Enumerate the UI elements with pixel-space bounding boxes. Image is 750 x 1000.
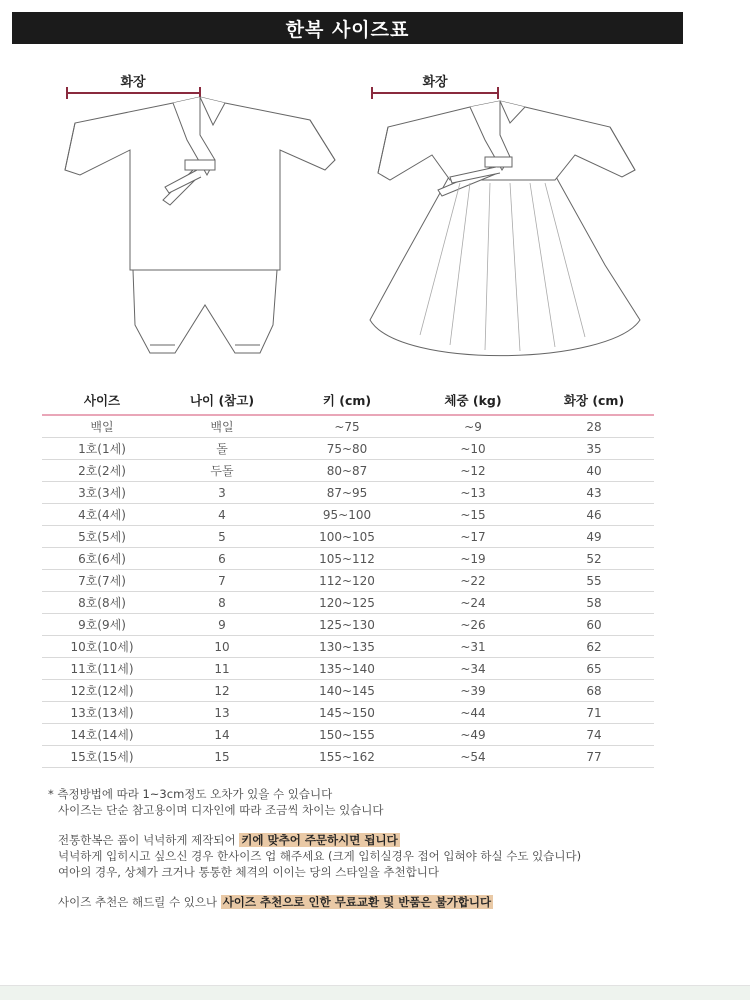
table-cell: 7호(7세) bbox=[42, 570, 162, 592]
table-cell: ~75 bbox=[282, 415, 412, 438]
table-row bbox=[42, 592, 654, 614]
bottom-divider bbox=[0, 985, 750, 1000]
table-cell: ~22 bbox=[412, 570, 534, 592]
table-row bbox=[42, 526, 654, 548]
table-row bbox=[42, 658, 654, 680]
table-cell: 62 bbox=[534, 636, 654, 658]
note-line: * 측정방법에 따라 1~3cm정도 오차가 있을 수 있습니다 bbox=[48, 787, 333, 801]
girl-hanbok-illustration bbox=[360, 65, 650, 365]
table-cell: ~9 bbox=[412, 415, 534, 438]
table-cell: 5호(5세) bbox=[42, 526, 162, 548]
table-row bbox=[42, 680, 654, 702]
table-header-row bbox=[42, 386, 654, 415]
table-cell: 49 bbox=[534, 526, 654, 548]
table-cell: ~26 bbox=[412, 614, 534, 636]
table-cell: 11호(11세) bbox=[42, 658, 162, 680]
table-cell: 백일 bbox=[42, 415, 162, 438]
note-line bbox=[48, 894, 698, 910]
table-cell: 95~100 bbox=[282, 504, 412, 526]
header-age: 나이 (참고) bbox=[162, 386, 282, 415]
table-row bbox=[42, 746, 654, 768]
table-cell: 140~145 bbox=[282, 680, 412, 702]
table-cell: 112~120 bbox=[282, 570, 412, 592]
table-row bbox=[42, 415, 654, 438]
table-row bbox=[42, 460, 654, 482]
table-cell: 두돌 bbox=[162, 460, 282, 482]
table-cell: 7 bbox=[162, 570, 282, 592]
table-cell: 14 bbox=[162, 724, 282, 746]
table-cell: 125~130 bbox=[282, 614, 412, 636]
table-cell: ~19 bbox=[412, 548, 534, 570]
table-cell: 40 bbox=[534, 460, 654, 482]
table-cell: ~31 bbox=[412, 636, 534, 658]
table-cell: 135~140 bbox=[282, 658, 412, 680]
table-cell: 105~112 bbox=[282, 548, 412, 570]
table-row bbox=[42, 482, 654, 504]
table-cell: 77 bbox=[534, 746, 654, 768]
table-cell: ~10 bbox=[412, 438, 534, 460]
table-row bbox=[42, 614, 654, 636]
table-cell: 120~125 bbox=[282, 592, 412, 614]
header-sleeve: 화장 (cm) bbox=[534, 386, 654, 415]
table-cell: 15 bbox=[162, 746, 282, 768]
table-cell: 2호(2세) bbox=[42, 460, 162, 482]
table-cell: ~39 bbox=[412, 680, 534, 702]
note-text: 전통한복은 품이 넉넉하게 제작되어 bbox=[58, 833, 240, 847]
note-line bbox=[48, 832, 698, 848]
note-line: 사이즈는 단순 참고용이며 디자인에 따라 조금씩 차이는 있습니다 bbox=[58, 803, 384, 817]
table-cell: ~49 bbox=[412, 724, 534, 746]
header-height: 키 (cm) bbox=[282, 386, 412, 415]
table-cell: ~12 bbox=[412, 460, 534, 482]
table-cell: 13 bbox=[162, 702, 282, 724]
table-cell: 145~150 bbox=[282, 702, 412, 724]
table-cell: 65 bbox=[534, 658, 654, 680]
girl-hanbok-drawing bbox=[360, 65, 650, 365]
table-row bbox=[42, 438, 654, 460]
table-cell: ~13 bbox=[412, 482, 534, 504]
table-cell: 돌 bbox=[162, 438, 282, 460]
table-cell: 12호(12세) bbox=[42, 680, 162, 702]
table-cell: 백일 bbox=[162, 415, 282, 438]
table-cell: 55 bbox=[534, 570, 654, 592]
boy-hanbok-illustration bbox=[55, 65, 345, 365]
table-cell: 11 bbox=[162, 658, 282, 680]
table-cell: 68 bbox=[534, 680, 654, 702]
table-cell: 3호(3세) bbox=[42, 482, 162, 504]
sleeve-length-label-boy: 화장 bbox=[120, 75, 146, 90]
table-cell: 8호(8세) bbox=[42, 592, 162, 614]
table-cell: 35 bbox=[534, 438, 654, 460]
table-cell: 6호(6세) bbox=[42, 548, 162, 570]
table-cell: 150~155 bbox=[282, 724, 412, 746]
table-cell: 9호(9세) bbox=[42, 614, 162, 636]
table-cell: 100~105 bbox=[282, 526, 412, 548]
table-cell: 14호(14세) bbox=[42, 724, 162, 746]
table-row bbox=[42, 636, 654, 658]
note-text: 사이즈 추천은 해드릴 수 있으나 bbox=[58, 895, 221, 909]
boy-hanbok-drawing bbox=[55, 65, 345, 365]
table-cell: 71 bbox=[534, 702, 654, 724]
table-cell: 75~80 bbox=[282, 438, 412, 460]
table-cell: 8 bbox=[162, 592, 282, 614]
table-row bbox=[42, 504, 654, 526]
table-cell: ~17 bbox=[412, 526, 534, 548]
table-cell: ~15 bbox=[412, 504, 534, 526]
table-cell: 13호(13세) bbox=[42, 702, 162, 724]
size-notes bbox=[48, 786, 698, 910]
table-cell: 130~135 bbox=[282, 636, 412, 658]
size-chart-table bbox=[42, 386, 654, 768]
table-cell: 10호(10세) bbox=[42, 636, 162, 658]
table-cell: ~24 bbox=[412, 592, 534, 614]
table-row bbox=[42, 724, 654, 746]
table-cell: 60 bbox=[534, 614, 654, 636]
table-cell: ~34 bbox=[412, 658, 534, 680]
table-cell: 46 bbox=[534, 504, 654, 526]
sleeve-length-label-girl: 화장 bbox=[422, 75, 448, 90]
table-cell: 28 bbox=[534, 415, 654, 438]
header-size: 사이즈 bbox=[42, 386, 162, 415]
table-row bbox=[42, 570, 654, 592]
table-cell: 80~87 bbox=[282, 460, 412, 482]
table-cell: 12 bbox=[162, 680, 282, 702]
note-highlight: 키에 맞추어 주문하시면 됩니다 bbox=[241, 833, 398, 847]
note-highlight: 사이즈 추천으로 인한 무료교환 및 반품은 불가합니다 bbox=[222, 895, 492, 909]
table-cell: 10 bbox=[162, 636, 282, 658]
table-cell: 4호(4세) bbox=[42, 504, 162, 526]
table-cell: 15호(15세) bbox=[42, 746, 162, 768]
table-cell: 9 bbox=[162, 614, 282, 636]
table-cell: ~54 bbox=[412, 746, 534, 768]
table-cell: 43 bbox=[534, 482, 654, 504]
table-row bbox=[42, 548, 654, 570]
table-cell: 6 bbox=[162, 548, 282, 570]
table-cell: 74 bbox=[534, 724, 654, 746]
table-cell: 1호(1세) bbox=[42, 438, 162, 460]
table-cell: 155~162 bbox=[282, 746, 412, 768]
table-cell: 58 bbox=[534, 592, 654, 614]
table-cell: 3 bbox=[162, 482, 282, 504]
table-cell: ~44 bbox=[412, 702, 534, 724]
table-cell: 87~95 bbox=[282, 482, 412, 504]
note-line: 넉넉하게 입히시고 싶으신 경우 한사이즈 업 해주세요 (크게 입히실경우 접어 입혀야 하실 수도 있습니다) bbox=[58, 849, 582, 863]
page-title: 한복 사이즈표 bbox=[12, 12, 683, 44]
table-row bbox=[42, 702, 654, 724]
table-cell: 52 bbox=[534, 548, 654, 570]
table-cell: 4 bbox=[162, 504, 282, 526]
note-line: 여아의 경우, 상체가 크거나 통통한 체격의 이이는 당의 스타일을 추천합니다 bbox=[58, 865, 439, 879]
table-cell: 5 bbox=[162, 526, 282, 548]
header-weight: 체중 (kg) bbox=[412, 386, 534, 415]
